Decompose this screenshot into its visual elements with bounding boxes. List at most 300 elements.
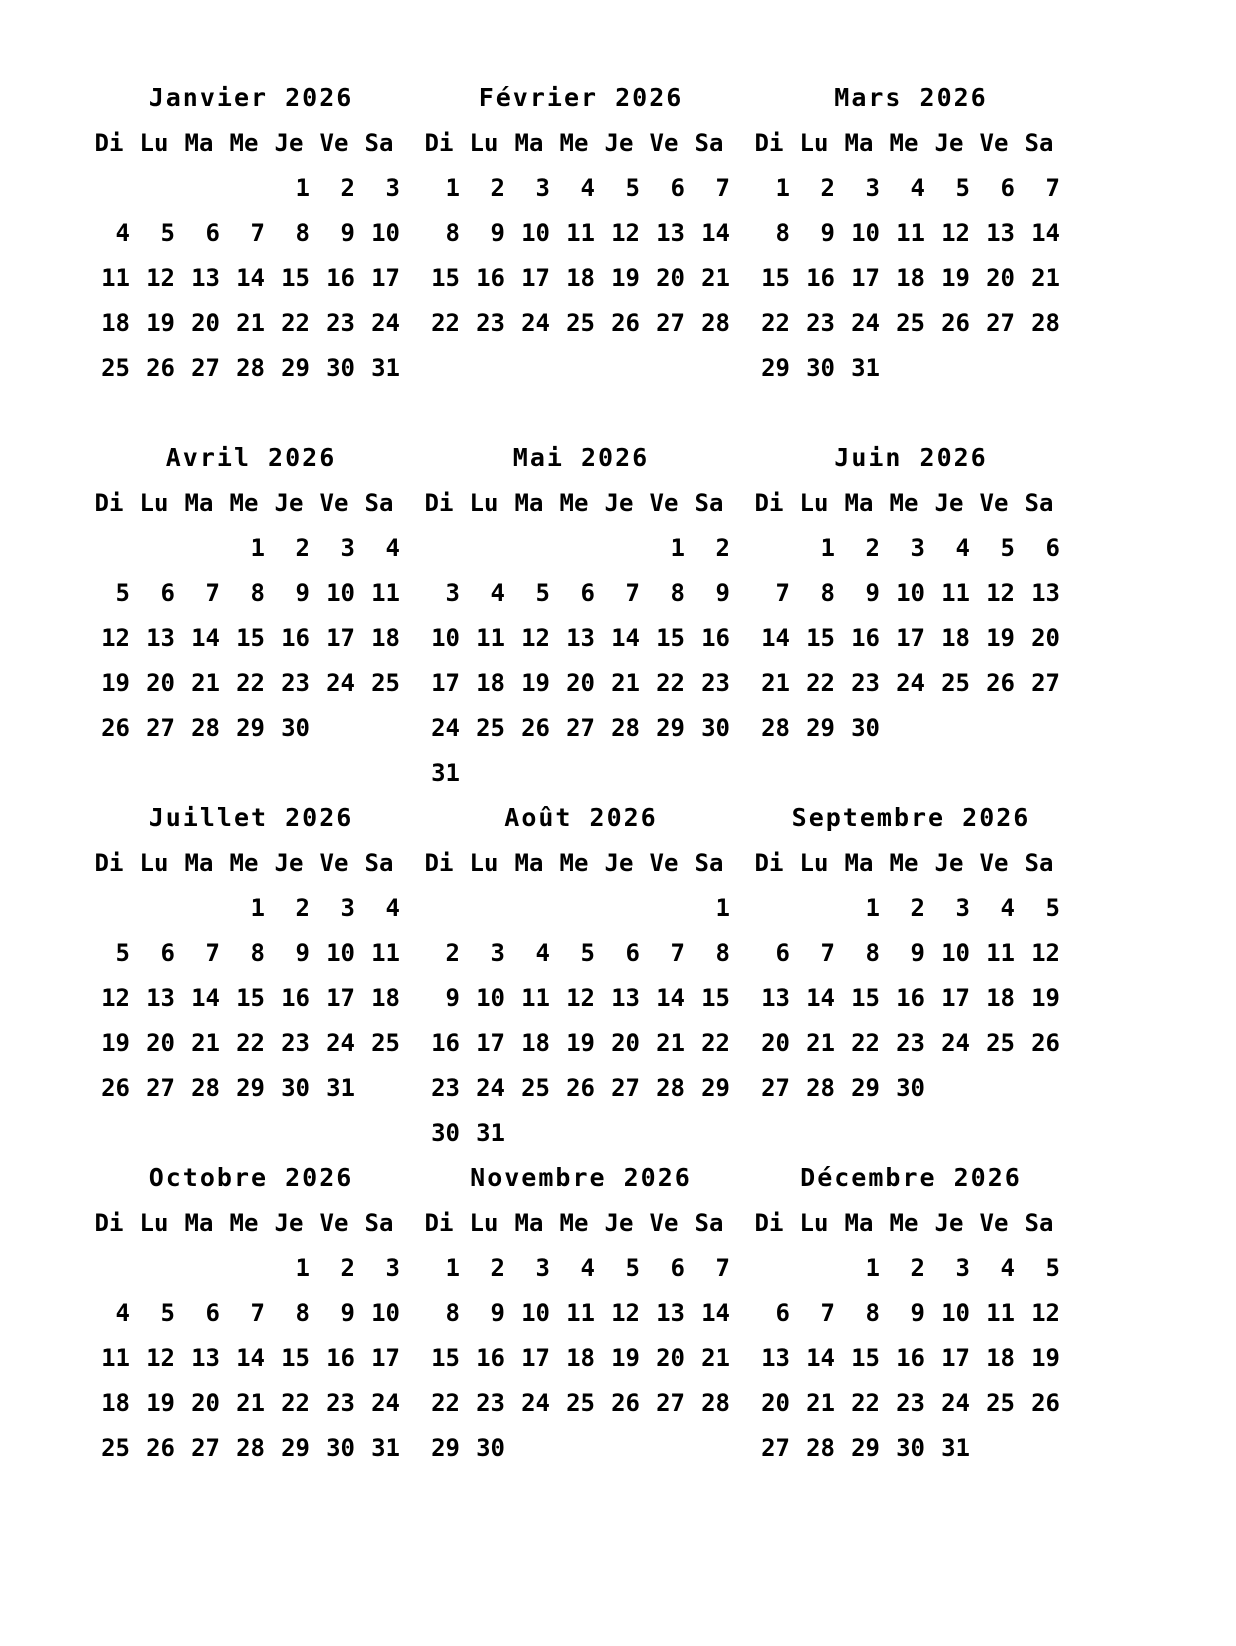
day-cell: 22 (431, 309, 460, 337)
day-cell: 24 (851, 309, 880, 337)
day-cell: 1 (865, 1254, 880, 1282)
weekday-header: Sa (694, 1209, 724, 1237)
day-cell: 13 (1031, 579, 1060, 607)
day-cell: 21 (806, 1389, 835, 1417)
day-cell: 29 (281, 354, 310, 382)
day-cell: 31 (431, 759, 460, 787)
day-cell: 18 (566, 1344, 595, 1372)
day-cell: 22 (851, 1029, 880, 1057)
day-cell: 21 (656, 1029, 685, 1057)
day-cell: 4 (1000, 1254, 1015, 1282)
day-cell: 5 (160, 219, 175, 247)
day-cell: 8 (715, 939, 730, 967)
day-cell: 21 (191, 669, 220, 697)
weekday-header: Ve (649, 129, 679, 157)
day-cell: 13 (146, 624, 175, 652)
day-cell: 3 (535, 174, 550, 202)
day-cell: 9 (490, 1299, 505, 1327)
day-cell: 8 (295, 219, 310, 247)
weekday-header: Me (889, 849, 919, 877)
weekday-header: Ve (979, 1209, 1009, 1237)
day-cell: 23 (896, 1389, 925, 1417)
weekday-header: Lu (139, 849, 169, 877)
weekday-header: Je (274, 1209, 304, 1237)
day-cell: 17 (326, 984, 355, 1012)
day-cell: 26 (146, 1434, 175, 1462)
weekday-header: Sa (364, 489, 394, 517)
day-cell: 29 (806, 714, 835, 742)
weekday-header: Ve (979, 129, 1009, 157)
day-cell: 22 (236, 1029, 265, 1057)
day-cell: 27 (611, 1074, 640, 1102)
day-cell: 11 (986, 939, 1015, 967)
month-title: Mars 2026 (834, 83, 988, 112)
day-cell: 5 (115, 939, 130, 967)
day-cell: 19 (101, 1029, 130, 1057)
day-cell: 16 (806, 264, 835, 292)
day-cell: 30 (326, 1434, 355, 1462)
day-cell: 24 (326, 669, 355, 697)
weekday-header: Je (604, 489, 634, 517)
month-title: Juin 2026 (834, 443, 988, 472)
weekday-header: Ma (514, 849, 544, 877)
day-cell: 17 (371, 264, 400, 292)
day-cell: 10 (371, 1299, 400, 1327)
month-title: Août 2026 (504, 803, 658, 832)
day-cell: 24 (326, 1029, 355, 1057)
day-cell: 25 (371, 669, 400, 697)
day-cell: 2 (340, 174, 355, 202)
weekday-header: Me (229, 1209, 259, 1237)
day-cell: 10 (851, 219, 880, 247)
day-cell: 10 (896, 579, 925, 607)
day-cell: 7 (250, 219, 265, 247)
day-cell: 11 (101, 264, 130, 292)
weekday-header: Ma (184, 489, 214, 517)
day-cell: 1 (865, 894, 880, 922)
day-cell: 30 (896, 1074, 925, 1102)
weekday-header: Di (94, 1209, 124, 1237)
day-cell: 16 (326, 264, 355, 292)
day-cell: 31 (941, 1434, 970, 1462)
day-cell: 21 (701, 264, 730, 292)
day-cell: 9 (910, 939, 925, 967)
day-cell: 7 (670, 939, 685, 967)
day-cell: 8 (250, 579, 265, 607)
day-cell: 7 (820, 939, 835, 967)
day-cell: 18 (566, 264, 595, 292)
day-cell: 12 (101, 984, 130, 1012)
weekday-header: Ma (514, 489, 544, 517)
day-cell: 27 (191, 354, 220, 382)
day-cell: 11 (941, 579, 970, 607)
day-cell: 14 (191, 984, 220, 1012)
day-cell: 20 (191, 1389, 220, 1417)
day-cell: 12 (566, 984, 595, 1012)
day-cell: 12 (1031, 1299, 1060, 1327)
day-cell: 25 (101, 354, 130, 382)
day-cell: 8 (445, 1299, 460, 1327)
day-cell: 3 (535, 1254, 550, 1282)
weekday-header: Lu (469, 489, 499, 517)
day-cell: 22 (806, 669, 835, 697)
day-cell: 7 (715, 174, 730, 202)
weekday-header: Lu (469, 1209, 499, 1237)
day-cell: 25 (521, 1074, 550, 1102)
day-cell: 5 (625, 174, 640, 202)
day-cell: 23 (326, 1389, 355, 1417)
day-cell: 7 (775, 579, 790, 607)
day-cell: 18 (941, 624, 970, 652)
month-title: Octobre 2026 (148, 1163, 354, 1192)
day-cell: 29 (431, 1434, 460, 1462)
day-cell: 4 (580, 1254, 595, 1282)
weekday-header: Sa (1024, 849, 1054, 877)
day-cell: 2 (445, 939, 460, 967)
day-cell: 3 (865, 174, 880, 202)
day-cell: 12 (1031, 939, 1060, 967)
day-cell: 6 (775, 1299, 790, 1327)
weekday-header: Je (934, 129, 964, 157)
day-cell: 11 (476, 624, 505, 652)
day-cell: 4 (115, 1299, 130, 1327)
day-cell: 5 (1000, 534, 1015, 562)
day-cell: 22 (236, 669, 265, 697)
day-cell: 1 (295, 174, 310, 202)
weekday-header: Sa (694, 849, 724, 877)
month-title: Novembre 2026 (470, 1163, 692, 1192)
weekday-header: Me (889, 1209, 919, 1237)
day-cell: 26 (146, 354, 175, 382)
day-cell: 1 (775, 174, 790, 202)
day-cell: 5 (955, 174, 970, 202)
day-cell: 6 (160, 579, 175, 607)
day-cell: 20 (191, 309, 220, 337)
day-cell: 18 (986, 1344, 1015, 1372)
day-cell: 16 (896, 984, 925, 1012)
day-cell: 22 (761, 309, 790, 337)
day-cell: 15 (281, 1344, 310, 1372)
weekday-header: Je (274, 489, 304, 517)
day-cell: 13 (191, 264, 220, 292)
day-cell: 21 (236, 309, 265, 337)
day-cell: 9 (490, 219, 505, 247)
day-cell: 29 (761, 354, 790, 382)
weekday-header: Je (604, 1209, 634, 1237)
day-cell: 25 (101, 1434, 130, 1462)
day-cell: 24 (896, 669, 925, 697)
day-cell: 20 (1031, 624, 1060, 652)
weekday-header: Lu (139, 129, 169, 157)
day-cell: 14 (1031, 219, 1060, 247)
day-cell: 28 (761, 714, 790, 742)
day-cell: 29 (236, 1074, 265, 1102)
month-title: Juillet 2026 (148, 803, 354, 832)
day-cell: 16 (476, 264, 505, 292)
day-cell: 1 (715, 894, 730, 922)
weekday-header: Ma (844, 1209, 874, 1237)
day-cell: 14 (701, 1299, 730, 1327)
day-cell: 1 (820, 534, 835, 562)
day-cell: 4 (490, 579, 505, 607)
day-cell: 30 (431, 1119, 460, 1147)
day-cell: 6 (205, 1299, 220, 1327)
day-cell: 5 (535, 579, 550, 607)
day-cell: 30 (281, 714, 310, 742)
day-cell: 20 (986, 264, 1015, 292)
day-cell: 18 (521, 1029, 550, 1057)
day-cell: 27 (761, 1434, 790, 1462)
day-cell: 10 (431, 624, 460, 652)
day-cell: 26 (566, 1074, 595, 1102)
day-cell: 24 (521, 1389, 550, 1417)
day-cell: 24 (521, 309, 550, 337)
day-cell: 21 (701, 1344, 730, 1372)
day-cell: 2 (715, 534, 730, 562)
day-cell: 29 (701, 1074, 730, 1102)
day-cell: 23 (431, 1074, 460, 1102)
weekday-header: Ve (649, 489, 679, 517)
day-cell: 7 (820, 1299, 835, 1327)
weekday-header: Ma (184, 129, 214, 157)
day-cell: 22 (701, 1029, 730, 1057)
day-cell: 27 (986, 309, 1015, 337)
day-cell: 4 (115, 219, 130, 247)
day-cell: 20 (146, 669, 175, 697)
weekday-header: Ve (319, 849, 349, 877)
weekday-header: Ma (184, 849, 214, 877)
day-cell: 22 (656, 669, 685, 697)
day-cell: 3 (385, 1254, 400, 1282)
weekday-header: Ve (649, 849, 679, 877)
day-cell: 27 (566, 714, 595, 742)
day-cell: 13 (761, 984, 790, 1012)
day-cell: 16 (476, 1344, 505, 1372)
day-cell: 23 (851, 669, 880, 697)
day-cell: 27 (761, 1074, 790, 1102)
day-cell: 1 (250, 894, 265, 922)
day-cell: 18 (101, 1389, 130, 1417)
day-cell: 28 (236, 1434, 265, 1462)
day-cell: 3 (445, 579, 460, 607)
day-cell: 29 (656, 714, 685, 742)
day-cell: 25 (896, 309, 925, 337)
day-cell: 23 (701, 669, 730, 697)
weekday-header: Me (229, 129, 259, 157)
day-cell: 17 (941, 1344, 970, 1372)
weekday-header: Ma (514, 1209, 544, 1237)
day-cell: 3 (340, 534, 355, 562)
day-cell: 11 (521, 984, 550, 1012)
day-cell: 9 (820, 219, 835, 247)
day-cell: 8 (670, 579, 685, 607)
day-cell: 8 (865, 1299, 880, 1327)
weekday-header: Ma (844, 489, 874, 517)
day-cell: 17 (851, 264, 880, 292)
day-cell: 22 (281, 309, 310, 337)
day-cell: 10 (476, 984, 505, 1012)
day-cell: 25 (986, 1389, 1015, 1417)
day-cell: 11 (986, 1299, 1015, 1327)
day-cell: 24 (431, 714, 460, 742)
day-cell: 24 (941, 1389, 970, 1417)
day-cell: 19 (986, 624, 1015, 652)
day-cell: 2 (865, 534, 880, 562)
day-cell: 28 (806, 1074, 835, 1102)
day-cell: 19 (101, 669, 130, 697)
day-cell: 21 (806, 1029, 835, 1057)
day-cell: 10 (941, 939, 970, 967)
day-cell: 5 (580, 939, 595, 967)
weekday-header: Je (934, 489, 964, 517)
day-cell: 22 (281, 1389, 310, 1417)
weekday-header: Je (934, 1209, 964, 1237)
day-cell: 6 (1045, 534, 1060, 562)
month-title: Février 2026 (478, 83, 684, 112)
day-cell: 28 (701, 1389, 730, 1417)
day-cell: 3 (955, 1254, 970, 1282)
day-cell: 30 (281, 1074, 310, 1102)
day-cell: 17 (521, 264, 550, 292)
weekday-header: Di (94, 129, 124, 157)
day-cell: 2 (910, 894, 925, 922)
day-cell: 20 (611, 1029, 640, 1057)
day-cell: 15 (701, 984, 730, 1012)
day-cell: 4 (385, 534, 400, 562)
weekday-header: Lu (799, 489, 829, 517)
day-cell: 14 (656, 984, 685, 1012)
weekday-header: Ve (649, 1209, 679, 1237)
day-cell: 19 (1031, 1344, 1060, 1372)
day-cell: 19 (146, 1389, 175, 1417)
day-cell: 2 (490, 174, 505, 202)
weekday-header: Sa (1024, 129, 1054, 157)
day-cell: 13 (191, 1344, 220, 1372)
weekday-header: Ve (319, 129, 349, 157)
month-title: Septembre 2026 (791, 803, 1031, 832)
day-cell: 8 (295, 1299, 310, 1327)
day-cell: 6 (670, 1254, 685, 1282)
day-cell: 26 (1031, 1029, 1060, 1057)
day-cell: 7 (205, 579, 220, 607)
day-cell: 28 (191, 1074, 220, 1102)
day-cell: 12 (986, 579, 1015, 607)
day-cell: 4 (535, 939, 550, 967)
weekday-header: Me (889, 129, 919, 157)
day-cell: 28 (701, 309, 730, 337)
day-cell: 10 (326, 579, 355, 607)
day-cell: 14 (611, 624, 640, 652)
weekday-header: Di (754, 129, 784, 157)
day-cell: 16 (851, 624, 880, 652)
day-cell: 25 (986, 1029, 1015, 1057)
weekday-header: Di (94, 489, 124, 517)
day-cell: 1 (445, 1254, 460, 1282)
weekday-header: Ve (319, 1209, 349, 1237)
day-cell: 27 (656, 309, 685, 337)
day-cell: 16 (281, 624, 310, 652)
weekday-header: Me (559, 1209, 589, 1237)
day-cell: 31 (851, 354, 880, 382)
day-cell: 17 (941, 984, 970, 1012)
day-cell: 18 (896, 264, 925, 292)
weekday-header: Sa (694, 489, 724, 517)
weekday-header: Ma (184, 1209, 214, 1237)
day-cell: 6 (580, 579, 595, 607)
day-cell: 3 (955, 894, 970, 922)
day-cell: 30 (896, 1434, 925, 1462)
day-cell: 21 (611, 669, 640, 697)
day-cell: 21 (236, 1389, 265, 1417)
weekday-header: Ma (514, 129, 544, 157)
day-cell: 27 (146, 1074, 175, 1102)
day-cell: 14 (806, 984, 835, 1012)
day-cell: 17 (326, 624, 355, 652)
day-cell: 19 (1031, 984, 1060, 1012)
day-cell: 15 (761, 264, 790, 292)
day-cell: 2 (295, 894, 310, 922)
weekday-header: Di (424, 129, 454, 157)
day-cell: 14 (806, 1344, 835, 1372)
day-cell: 12 (521, 624, 550, 652)
day-cell: 16 (701, 624, 730, 652)
day-cell: 3 (340, 894, 355, 922)
day-cell: 21 (1031, 264, 1060, 292)
day-cell: 2 (820, 174, 835, 202)
day-cell: 15 (281, 264, 310, 292)
day-cell: 29 (851, 1074, 880, 1102)
weekday-header: Ve (979, 849, 1009, 877)
weekday-header: Lu (469, 129, 499, 157)
weekday-header: Ve (319, 489, 349, 517)
weekday-header: Lu (799, 849, 829, 877)
day-cell: 8 (445, 219, 460, 247)
day-cell: 3 (910, 534, 925, 562)
day-cell: 31 (371, 354, 400, 382)
day-cell: 23 (281, 1029, 310, 1057)
weekday-header: Me (559, 129, 589, 157)
weekday-header: Lu (469, 849, 499, 877)
day-cell: 2 (340, 1254, 355, 1282)
day-cell: 19 (146, 309, 175, 337)
day-cell: 31 (326, 1074, 355, 1102)
day-cell: 4 (955, 534, 970, 562)
day-cell: 30 (851, 714, 880, 742)
day-cell: 9 (340, 219, 355, 247)
day-cell: 31 (371, 1434, 400, 1462)
day-cell: 1 (670, 534, 685, 562)
day-cell: 26 (611, 1389, 640, 1417)
day-cell: 18 (371, 984, 400, 1012)
day-cell: 18 (371, 624, 400, 652)
day-cell: 9 (295, 939, 310, 967)
day-cell: 15 (851, 984, 880, 1012)
day-cell: 14 (761, 624, 790, 652)
day-cell: 4 (580, 174, 595, 202)
day-cell: 13 (566, 624, 595, 652)
day-cell: 26 (101, 1074, 130, 1102)
day-cell: 10 (521, 219, 550, 247)
day-cell: 29 (281, 1434, 310, 1462)
day-cell: 15 (656, 624, 685, 652)
day-cell: 11 (896, 219, 925, 247)
weekday-header: Di (424, 489, 454, 517)
day-cell: 20 (761, 1389, 790, 1417)
day-cell: 16 (326, 1344, 355, 1372)
day-cell: 21 (191, 1029, 220, 1057)
weekday-header: Me (559, 489, 589, 517)
day-cell: 14 (701, 219, 730, 247)
